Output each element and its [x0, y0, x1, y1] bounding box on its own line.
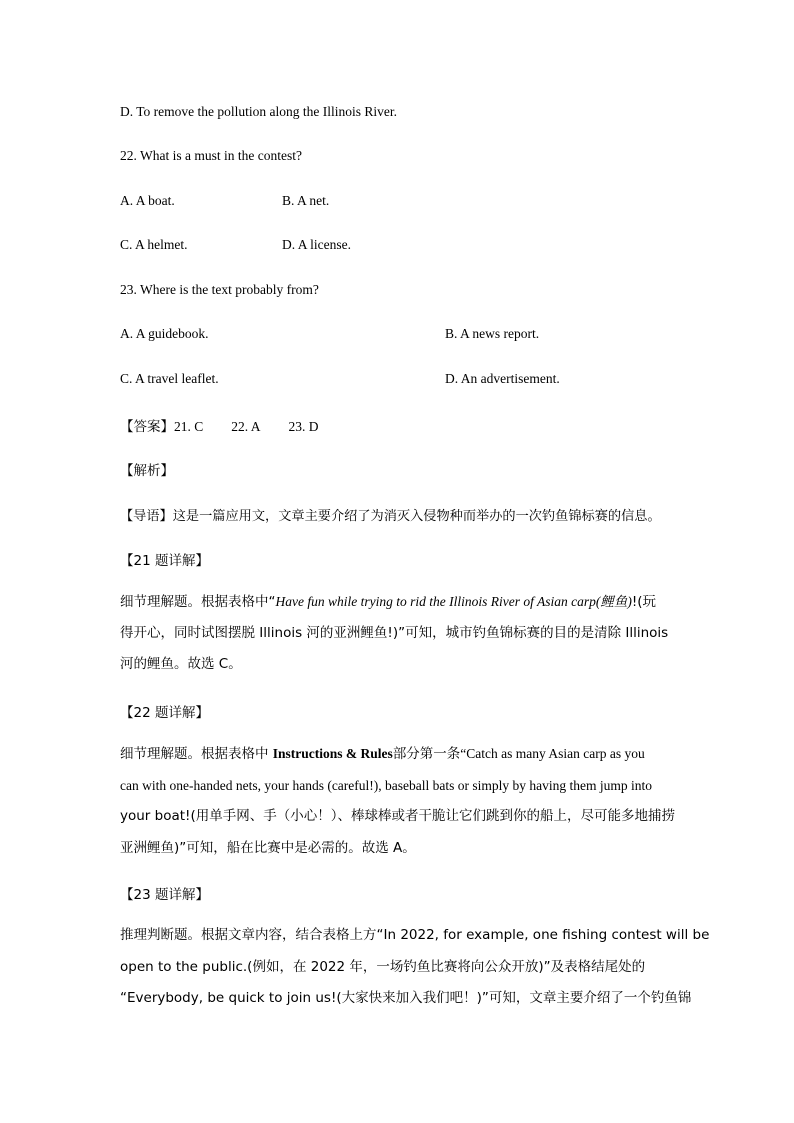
d21-paragraph	[120, 586, 676, 681]
q22-question: 22. What is a must in the contest?	[120, 148, 302, 163]
d21-line-2: 得开心，同时试图摆脱 Illinois 河的亚洲鲤鱼!)”可知，城市钓鱼锦标赛的目的是清除 Illinois	[120, 624, 669, 641]
d22-line-1	[120, 738, 676, 770]
answer-line	[120, 415, 319, 435]
d21-line-1-end: !(玩	[631, 594, 657, 610]
analysis-label: 【解析】	[120, 463, 174, 479]
d22-line-1-text: 细节理解题。根据表格中	[120, 746, 273, 762]
guide-label: 【导语】	[120, 509, 173, 524]
answer-22: 22. A	[231, 419, 261, 434]
d23-line-2: open to the public.(例如，在 2022 年，一场钓鱼比赛将向公众开放)”及表格结尾处的	[120, 958, 646, 975]
d22-paragraph	[120, 738, 676, 864]
q22-option-d: D. A license.	[282, 237, 351, 252]
d21-heading: 【21 题详解】	[120, 553, 209, 569]
d22-line-4: 亚洲鲤鱼)”可知，船在比赛中是必需的。故选 A。	[120, 839, 416, 856]
answer-21: 21. C	[174, 419, 204, 434]
d21-line-3: 河的鲤鱼。故选 C。	[120, 656, 242, 672]
q23-option-a: A. A guidebook.	[120, 326, 209, 341]
q21-option-d: D. To remove the pollution along the Illinois River.	[120, 104, 398, 119]
d22-line-2: can with one-handed nets, your hands (careful!), baseball bats or simply by having them jump into	[120, 777, 652, 793]
q22-option-b: B. A net.	[282, 193, 330, 208]
d21-quote-italic: Have fun while trying to rid the Illinois River of Asian carp(鲤鱼)	[275, 594, 632, 609]
guide-text: 这是一篇应用文，文章主要介绍了为消灭入侵物种而举办的一次钓鱼锦标赛的信息。	[172, 509, 661, 524]
q23-option-d: D. An advertisement.	[445, 371, 560, 386]
d23-line-1: 推理判断题。根据文章内容，结合表格上方“In 2022, for example, one fishing contest will be	[120, 927, 710, 943]
guide-line	[120, 505, 661, 524]
d22-section-bold: Instructions & Rules	[272, 746, 393, 761]
q22-option-a: A. A boat.	[120, 193, 175, 208]
answer-label: 【答案】	[120, 419, 174, 435]
q23-option-c: C. A travel leaflet.	[120, 371, 219, 386]
d22-line-3: your boat!(用单手网、手（小心！）、棒球棒或者干脆让它们跳到你的船上，尽可能多地捕捞	[120, 808, 675, 824]
q23-option-b: B. A news report.	[445, 326, 540, 341]
q23-question: 23. Where is the text probably from?	[120, 282, 319, 297]
q22-option-c: C. A helmet.	[120, 237, 188, 252]
d21-line-1	[120, 586, 676, 618]
d23-heading: 【23 题详解】	[120, 887, 209, 903]
d22-heading: 【22 题详解】	[120, 705, 209, 721]
d23-line-3: “Everybody, be quick to join us!(大家快来加入我们吧！)”可知，文章主要介绍了一个钓鱼锦	[120, 990, 692, 1006]
d23-paragraph	[120, 920, 710, 1015]
d22-line-1-end: 部分第一条“Catch as many Asian carp as you	[392, 746, 645, 761]
answer-23: 23. D	[288, 419, 319, 434]
d21-line-1-text: 细节理解题。根据表格中“	[120, 594, 276, 610]
